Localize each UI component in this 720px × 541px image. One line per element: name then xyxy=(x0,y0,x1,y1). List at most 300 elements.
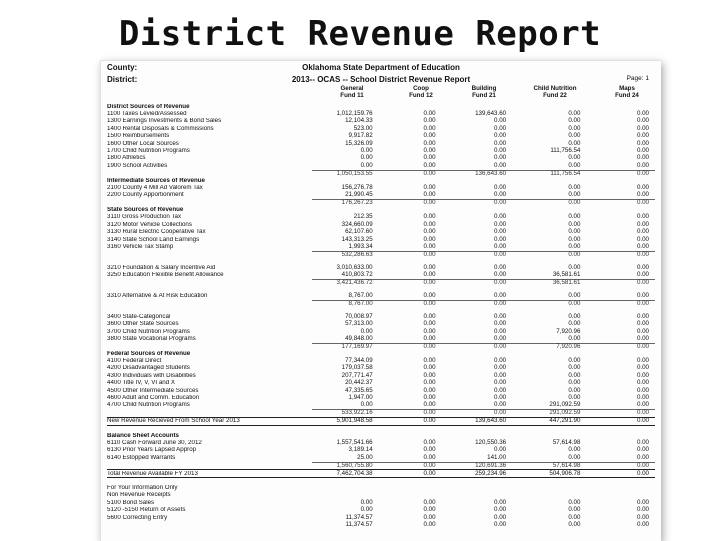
cell-value: 0.00 xyxy=(568,220,581,228)
cell-value: 179,037.58 xyxy=(341,364,373,372)
cell-value: 0.00 xyxy=(494,386,507,394)
cell-value: 0.00 xyxy=(494,506,507,514)
cell-value: 0.00 xyxy=(586,409,655,416)
cell-value: 0.00 xyxy=(636,271,649,279)
column-header-line: Fund 11 xyxy=(340,91,364,99)
report-table xyxy=(101,103,661,529)
cell-value: 0.00 xyxy=(423,520,436,528)
table-row xyxy=(107,507,655,514)
cell-value: 36,581.61 xyxy=(552,271,581,279)
cell-value: 0.00 xyxy=(379,300,442,307)
cell-value: 0.00 xyxy=(423,453,436,461)
cell-value: 141.00 xyxy=(487,453,507,461)
cell-value: 0.00 xyxy=(586,300,655,307)
row-label: New Revenue Recieved From School Year 2013 xyxy=(107,418,240,425)
cell-value: 0.00 xyxy=(423,228,436,236)
cell-value: 111,756.54 xyxy=(512,170,586,177)
table-row xyxy=(107,335,655,342)
row-label: 4600 Adult and Comm. Education xyxy=(107,395,200,402)
cell-value: 57,313.00 xyxy=(345,320,373,328)
page-number: Page: 1 xyxy=(626,75,649,82)
cell-value: 36,581.61 xyxy=(512,279,586,286)
column-header-line: Fund 21 xyxy=(472,91,496,99)
cell-value: 0.00 xyxy=(494,394,507,402)
cell-value: 0.00 xyxy=(494,191,507,199)
cell-value: 0.00 xyxy=(586,170,655,177)
row-label: 2200 County Apportionment xyxy=(107,192,184,199)
table-row xyxy=(107,454,655,461)
row-label: 1300 Earnings Investments & Bond Sales xyxy=(107,118,222,125)
cell-value: 0.00 xyxy=(379,409,442,416)
column-header-line: Coop xyxy=(413,85,429,92)
cell-value: 0.00 xyxy=(494,446,507,454)
cell-value: 21,990.45 xyxy=(345,191,373,199)
cell-value: 0.00 xyxy=(423,401,436,409)
table-row xyxy=(107,380,655,387)
row-label: 4300 Individuals with Disabilities xyxy=(107,372,196,379)
cell-value: 0.00 xyxy=(494,498,507,506)
table-row xyxy=(107,321,655,328)
cell-value: 0.00 xyxy=(586,251,655,258)
cell-value: 291,092.59 xyxy=(512,409,586,416)
cell-value: 0.00 xyxy=(636,379,649,387)
column-header-line: Fund 12 xyxy=(409,91,433,99)
cell-value: 47,335.65 xyxy=(345,386,373,394)
cell-value: 0.00 xyxy=(568,394,581,402)
row-label: 1500 Reimbursements xyxy=(107,133,170,140)
cell-value: 0.00 xyxy=(636,154,649,162)
cell-value: 3,010,633.00 xyxy=(336,263,373,271)
cell-value: 0.00 xyxy=(636,124,649,132)
cell-value: 136,643.60 xyxy=(442,170,513,177)
cell-value: 0.00 xyxy=(423,183,436,191)
cell-value: 0.00 xyxy=(568,191,581,199)
cell-value: 177,169.97 xyxy=(312,343,379,350)
cell-value: 0.00 xyxy=(568,364,581,372)
cell-value: 0.00 xyxy=(494,364,507,372)
cell-value: 8,767.00 xyxy=(348,291,373,299)
cell-value: 0.00 xyxy=(423,220,436,228)
cell-value: 0.00 xyxy=(568,183,581,191)
cell-value: 0.00 xyxy=(423,506,436,514)
cell-value: 0.00 xyxy=(494,117,507,125)
cell-value: 0.00 xyxy=(423,386,436,394)
cell-value: 291,092.59 xyxy=(549,401,581,409)
agency-name: Oklahoma State Department of Education xyxy=(302,63,460,72)
cell-value: 77,344.09 xyxy=(345,357,373,365)
cell-value: 0.00 xyxy=(568,132,581,140)
cell-value: 0.00 xyxy=(512,199,586,206)
cell-value: 0.00 xyxy=(423,263,436,271)
row-label: 6130 Prior Years Lapsed Approp xyxy=(107,447,197,454)
cell-value: 0.00 xyxy=(360,327,373,335)
subtotal-row xyxy=(107,279,655,286)
cell-value: 0.00 xyxy=(494,161,507,169)
cell-value: 0.00 xyxy=(568,139,581,147)
cell-value: 0.00 xyxy=(442,409,513,416)
cell-value: 532,286.63 xyxy=(312,251,379,258)
cell-value: 0.00 xyxy=(568,357,581,365)
table-row xyxy=(107,192,655,199)
cell-value: 0.00 xyxy=(494,320,507,328)
cell-value: 0.00 xyxy=(636,146,649,154)
cell-value: 0.00 xyxy=(494,139,507,147)
cell-value: 111,756.54 xyxy=(550,146,581,154)
cell-value: 15,326.09 xyxy=(345,139,373,147)
row-label: 4100 Federal Direct xyxy=(107,358,162,365)
cell-value: 0.00 xyxy=(379,343,442,350)
cell-value: 0.00 xyxy=(423,213,436,221)
cell-value: 7,462,704.38 xyxy=(336,469,373,477)
cell-value: 0.00 xyxy=(423,291,436,299)
table-row xyxy=(107,292,655,299)
cell-value: 410,803.72 xyxy=(341,271,373,279)
cell-value: 0.00 xyxy=(636,446,649,454)
cell-value: 0.00 xyxy=(494,334,507,342)
cell-value: 212.35 xyxy=(353,213,373,221)
cell-value: 57,614.98 xyxy=(552,439,581,446)
cell-value: 0.00 xyxy=(636,183,649,191)
cell-value: 0.00 xyxy=(586,279,655,286)
cell-value: 5,901,948.58 xyxy=(336,417,373,425)
cell-value: 504,906.78 xyxy=(549,469,581,477)
column-header-child-nutrition xyxy=(519,86,591,100)
table-row xyxy=(107,229,655,236)
cell-value: 0.00 xyxy=(636,263,649,271)
cell-value: 143,313.25 xyxy=(341,235,373,243)
cell-value: 0.00 xyxy=(360,161,373,169)
cell-value: 0.00 xyxy=(586,343,655,350)
row-label: 3160 Vehicle Tax Stamp xyxy=(107,244,174,251)
cell-value: 0.00 xyxy=(442,251,513,258)
table-row xyxy=(107,243,655,250)
row-label: 3700 Child Nutrition Programs xyxy=(107,328,190,335)
cell-value: 0.00 xyxy=(423,312,436,320)
row-label: 1700 Child Nutrition Programs xyxy=(107,147,190,154)
cell-value: 0.00 xyxy=(636,291,649,299)
row-label: 1600 Other Local Sources xyxy=(107,140,179,147)
row-label: Non Revenue Receipts xyxy=(107,492,171,499)
cell-value: 0.00 xyxy=(636,228,649,236)
row-label: 2100 County 4 Mill Ad Valorem Tax xyxy=(107,184,203,191)
cell-value: 0.00 xyxy=(568,334,581,342)
total-row xyxy=(107,417,655,426)
row-label: 1100 Taxes Levied/Assessed xyxy=(107,110,187,117)
cell-value: 0.00 xyxy=(636,312,649,320)
column-header-line: Child Nutrition xyxy=(533,85,577,92)
subtotal-row xyxy=(107,343,655,350)
subtotal-row xyxy=(107,251,655,258)
subtotal-row xyxy=(107,170,655,177)
slide-title: District Revenue Report xyxy=(118,14,602,54)
row-label: 1800 Athletics xyxy=(107,155,146,162)
row-label: 3130 Rural Electric Cooperative Tax xyxy=(107,229,206,236)
cell-value: 0.00 xyxy=(494,183,507,191)
cell-value: 1,012,159.76 xyxy=(336,109,373,117)
cell-value: 0.00 xyxy=(494,146,507,154)
cell-value: 0.00 xyxy=(568,453,581,461)
cell-value: 0.00 xyxy=(494,357,507,365)
cell-value: 20,442.37 xyxy=(345,379,373,387)
cell-value: 1,557,541.66 xyxy=(336,439,373,446)
cell-value: 0.00 xyxy=(423,124,436,132)
cell-value: 0.00 xyxy=(423,271,436,279)
cell-value: 0.00 xyxy=(423,469,436,477)
cell-value: 0.00 xyxy=(442,199,513,206)
table-row xyxy=(107,133,655,140)
row-label: 3800 State Vocational Programs xyxy=(107,335,196,342)
cell-value: 447,291.90 xyxy=(549,417,581,425)
cell-value: 0.00 xyxy=(360,498,373,506)
row-label: 4500 Other Intermediate Sources xyxy=(107,387,199,394)
row-label: 3110 Gross Production Tax xyxy=(107,214,182,221)
cell-value: 0.00 xyxy=(636,139,649,147)
cell-value: 7,920.96 xyxy=(556,327,581,335)
subtotal-row xyxy=(107,462,655,469)
cell-value: 1,993.34 xyxy=(348,243,373,251)
cell-value: 0.00 xyxy=(494,520,507,528)
row-label: For Your Information Only xyxy=(107,484,178,491)
cell-value: 533,922.16 xyxy=(312,409,379,416)
cell-value: 0.00 xyxy=(568,243,581,251)
cell-value: 259,234.96 xyxy=(475,469,507,477)
cell-value: 0.00 xyxy=(360,401,373,409)
cell-value: 3,421,436.72 xyxy=(312,279,379,286)
cell-value: 0.00 xyxy=(423,154,436,162)
cell-value: 0.00 xyxy=(636,243,649,251)
cell-value: 0.00 xyxy=(494,228,507,236)
cell-value: 0.00 xyxy=(360,506,373,514)
row-label: 3400 State-Categorical xyxy=(107,313,171,320)
cell-value: 0.00 xyxy=(568,520,581,528)
cell-value: 62,107.60 xyxy=(345,228,373,236)
cell-value: 11,374.57 xyxy=(345,520,373,528)
subtotal-row xyxy=(107,409,655,416)
row-label: Federal Sources of Revenue xyxy=(107,350,191,357)
cell-value: 0.00 xyxy=(423,243,436,251)
cell-value: 0.00 xyxy=(636,235,649,243)
cell-value: 0.00 xyxy=(423,357,436,365)
row-label: 4700 Child Nutrition Programs xyxy=(107,402,190,409)
cell-value: 0.00 xyxy=(568,291,581,299)
cell-value: 0.00 xyxy=(494,220,507,228)
cell-value: 0.00 xyxy=(636,117,649,125)
total-row xyxy=(107,469,655,478)
cell-value: 8,767.00 xyxy=(312,300,379,307)
cell-value: 0.00 xyxy=(568,213,581,221)
column-header-line: Maps xyxy=(619,85,635,92)
cell-value: 0.00 xyxy=(379,251,442,258)
row-label: 5100 Bond Sales xyxy=(107,499,155,506)
row-label: 3600 Other State Sources xyxy=(107,321,179,328)
cell-value: 0.00 xyxy=(423,371,436,379)
cell-value: 0.00 xyxy=(494,379,507,387)
cell-value: 9,917.82 xyxy=(348,132,373,140)
column-header-line: General xyxy=(340,85,364,92)
cell-value: 3,189.14 xyxy=(348,446,373,454)
cell-value: 0.00 xyxy=(423,513,436,521)
row-label: State Sources of Revenue xyxy=(107,207,184,214)
cell-value: 0.00 xyxy=(494,312,507,320)
cell-value: 207,771.47 xyxy=(341,371,373,379)
cell-value: 0.00 xyxy=(636,213,649,221)
report-title: 2013-- OCAS -- School District Revenue Report xyxy=(291,75,471,84)
cell-value: 0.00 xyxy=(423,498,436,506)
report-document xyxy=(100,60,661,541)
cell-value: 0.00 xyxy=(494,291,507,299)
table-row xyxy=(107,272,655,279)
cell-value: 0.00 xyxy=(423,191,436,199)
cell-value: 0.00 xyxy=(379,279,442,286)
cell-value: 120,550.36 xyxy=(475,439,507,446)
table-row xyxy=(107,402,655,409)
cell-value: 139,643.60 xyxy=(475,417,507,425)
cell-value: 0.00 xyxy=(568,228,581,236)
cell-value: 0.00 xyxy=(423,117,436,125)
cell-value: 0.00 xyxy=(568,371,581,379)
column-header-general xyxy=(317,86,387,100)
cell-value: 0.00 xyxy=(568,154,581,162)
cell-value: 0.00 xyxy=(636,469,649,477)
cell-value: 0.00 xyxy=(636,220,649,228)
cell-value: 0.00 xyxy=(494,213,507,221)
row-label: 3250 Education Flexible Benefit Allowance xyxy=(107,272,224,279)
row-label: 1400 Rental Disposals & Commissions xyxy=(107,125,214,132)
cell-value: 0.00 xyxy=(636,417,649,425)
column-header-building xyxy=(451,86,517,100)
cell-value: 0.00 xyxy=(568,320,581,328)
cell-value: 0.00 xyxy=(636,498,649,506)
cell-value: 0.00 xyxy=(442,279,513,286)
cell-value: 0.00 xyxy=(636,191,649,199)
row-label: Balance Sheet Accounts xyxy=(107,432,179,439)
district-label: District: xyxy=(107,75,138,84)
row-label: 5600 Correcting Entry xyxy=(107,514,168,521)
cell-value: 0.00 xyxy=(423,379,436,387)
cell-value: 0.00 xyxy=(636,453,649,461)
cell-value: 156,276.78 xyxy=(341,183,373,191)
column-header-line: Fund 24 xyxy=(615,91,639,99)
column-header-maps xyxy=(597,86,657,100)
cell-value: 0.00 xyxy=(586,199,655,206)
cell-value: 0.00 xyxy=(636,386,649,394)
cell-value: 0.00 xyxy=(423,446,436,454)
cell-value: 0.00 xyxy=(423,394,436,402)
cell-value: 0.00 xyxy=(636,327,649,335)
cell-value: 57,614.98 xyxy=(512,462,586,469)
cell-value: 0.00 xyxy=(494,513,507,521)
cell-value: 0.00 xyxy=(494,235,507,243)
cell-value: 0.00 xyxy=(494,243,507,251)
cell-value: 0.00 xyxy=(360,154,373,162)
row-label: Total Revenue Available FY 2013 xyxy=(107,470,198,477)
row-label: 6140 Estopped Warrants xyxy=(107,454,176,461)
cell-value: 0.00 xyxy=(636,109,649,117)
cell-value: 0.00 xyxy=(636,161,649,169)
cell-value: 0.00 xyxy=(636,357,649,365)
cell-value: 0.00 xyxy=(636,520,649,528)
row-label: 4200 Disadvantaged Students xyxy=(107,365,190,372)
cell-value: 25.00 xyxy=(357,453,373,461)
cell-value: 0.00 xyxy=(379,462,442,469)
cell-value: 12,104.33 xyxy=(345,117,373,125)
row-label: 6110 Cash Forward June 30, 2012 xyxy=(107,440,202,446)
cell-value: 49,848.00 xyxy=(345,334,373,342)
cell-value: 0.00 xyxy=(423,146,436,154)
cell-value: 0.00 xyxy=(568,161,581,169)
cell-value: 0.00 xyxy=(423,139,436,147)
row-label: 3120 Motor Vehicle Collections xyxy=(107,221,192,228)
cell-value: 1,947.00 xyxy=(348,394,373,402)
column-header-line: Fund 22 xyxy=(543,91,567,99)
cell-value: 0.00 xyxy=(568,386,581,394)
cell-value: 0.00 xyxy=(423,417,436,425)
cell-value: 0.00 xyxy=(423,334,436,342)
cell-value: 176,267.23 xyxy=(312,199,379,206)
cell-value: 324,660.09 xyxy=(341,220,373,228)
cell-value: 0.00 xyxy=(442,343,513,350)
cell-value: 0.00 xyxy=(568,312,581,320)
cell-value: 0.00 xyxy=(568,498,581,506)
cell-value: 0.00 xyxy=(512,251,586,258)
cell-value: 0.00 xyxy=(512,300,586,307)
cell-value: 70,008.97 xyxy=(345,312,373,320)
cell-value: 0.00 xyxy=(586,462,655,469)
cell-value: 0.00 xyxy=(423,327,436,335)
cell-value: 0.00 xyxy=(423,161,436,169)
cell-value: 0.00 xyxy=(568,263,581,271)
subtotal-row xyxy=(107,300,655,307)
cell-value: 0.00 xyxy=(636,334,649,342)
cell-value: 0.00 xyxy=(636,401,649,409)
cell-value: 0.00 xyxy=(636,371,649,379)
cell-value: 0.00 xyxy=(423,364,436,372)
cell-value: 7,920.96 xyxy=(512,343,586,350)
cell-value: 0.00 xyxy=(423,235,436,243)
cell-value: 0.00 xyxy=(568,117,581,125)
row-label: 1900 School Activities xyxy=(107,162,168,169)
row-label: 3210 Foundation & Salary Incentive Aid xyxy=(107,264,216,271)
cell-value: 0.00 xyxy=(423,109,436,117)
cell-value: 0.00 xyxy=(636,439,649,446)
cell-value: 0.00 xyxy=(568,235,581,243)
cell-value: 11,374.57 xyxy=(345,513,373,521)
cell-value: 0.00 xyxy=(568,506,581,514)
cell-value: 0.00 xyxy=(494,124,507,132)
cell-value: 0.00 xyxy=(423,320,436,328)
cell-value: 0.00 xyxy=(636,394,649,402)
cell-value: 0.00 xyxy=(568,109,581,117)
subtotal-row xyxy=(107,199,655,206)
cell-value: 0.00 xyxy=(379,170,442,177)
row-label: 5120 -5150 Return of Assets xyxy=(107,507,186,514)
cell-value: 0.00 xyxy=(494,263,507,271)
cell-value: 0.00 xyxy=(568,513,581,521)
cell-value: 0.00 xyxy=(636,506,649,514)
report-header xyxy=(101,61,661,103)
cell-value: 0.00 xyxy=(494,401,507,409)
cell-value: 0.00 xyxy=(423,439,436,446)
cell-value: 0.00 xyxy=(494,271,507,279)
column-header-line: Building xyxy=(471,85,497,92)
column-header-coop xyxy=(391,86,451,100)
row-label: District Sources of Revenue xyxy=(107,103,190,110)
cell-value: 0.00 xyxy=(379,199,442,206)
cell-value: 0.00 xyxy=(442,300,513,307)
cell-value: 1,050,153.55 xyxy=(312,170,379,177)
cell-value: 0.00 xyxy=(494,371,507,379)
cell-value: 0.00 xyxy=(636,132,649,140)
